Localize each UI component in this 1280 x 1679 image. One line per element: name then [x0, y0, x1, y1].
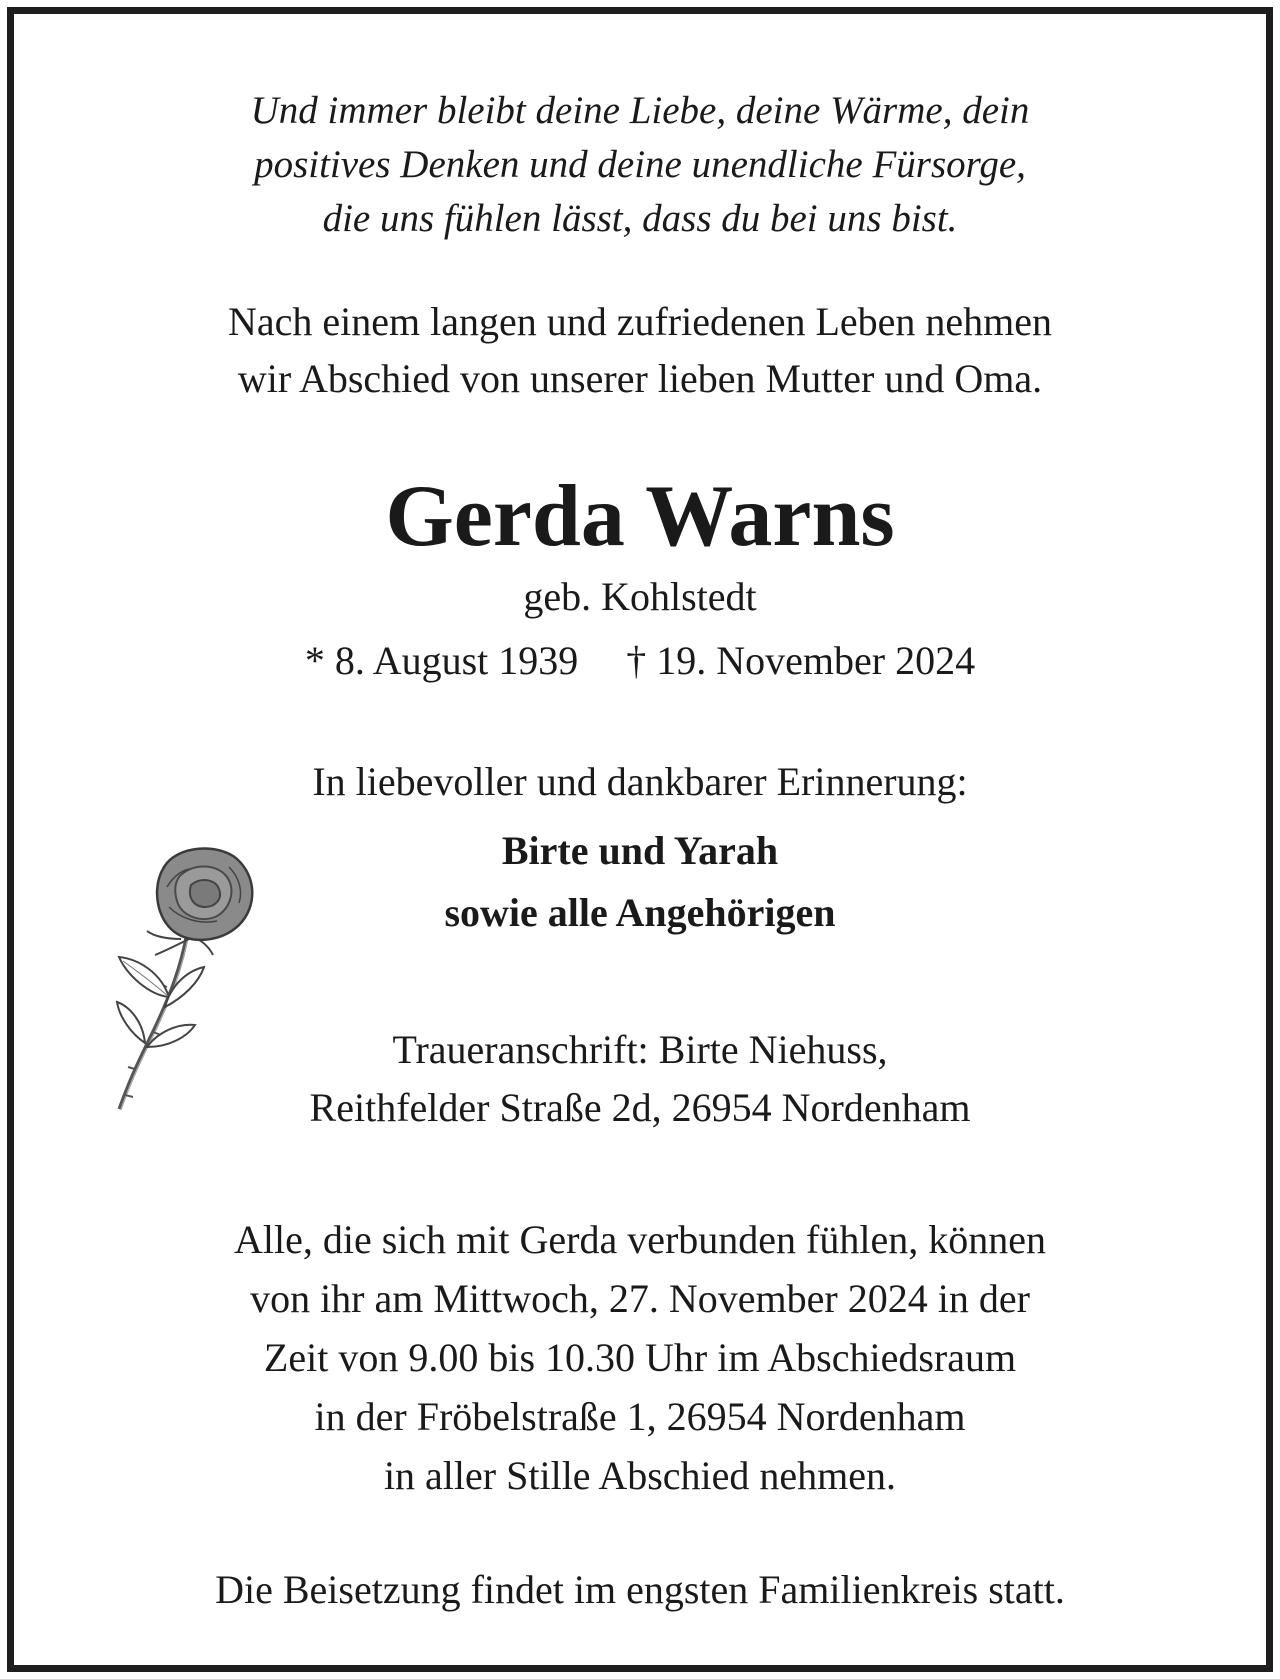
notice-line: in aller Stille Abschied nehmen. — [383, 1453, 897, 1498]
notice-line: in der Fröbelstraße 1, 26954 Nordenham — [314, 1394, 966, 1439]
burial-note: Die Beisetzung findet im engsten Familienkreis statt. — [215, 1567, 1065, 1612]
mourner-line: sowie alle Angehörigen — [444, 890, 836, 935]
address-line: Traueranschrift: Birte Niehuss, — [392, 1027, 888, 1072]
death-date: † 19. November 2024 — [626, 638, 976, 683]
birth-date: * 8. August 1939 — [304, 638, 579, 683]
farewell-notice — [14, 1210, 1266, 1505]
motto-line: Und immer bleibt deine Liebe, deine Wärme, dein — [250, 89, 1030, 132]
address-line: Reithfelder Straße 2d, 26954 Nordenham — [309, 1085, 971, 1130]
remembrance-line: In liebevoller und dankbarer Erinnerung: — [312, 759, 968, 804]
deceased-name: Gerda Warns — [385, 468, 895, 565]
motto-verse — [14, 84, 1266, 246]
mourner-line: Birte und Yarah — [501, 828, 779, 873]
obituary-notice — [7, 7, 1273, 1672]
notice-line: Zeit von 9.00 bis 10.30 Uhr im Abschiedsraum — [263, 1335, 1017, 1380]
birth-name: geb. Kohlstedt — [523, 574, 757, 619]
notice-line: von ihr am Mittwoch, 27. November 2024 in der — [250, 1276, 1030, 1321]
motto-line: die uns fühlen lässt, dass du bei uns bist. — [322, 197, 958, 240]
mourning-address — [14, 1021, 1266, 1137]
life-dates — [14, 636, 1266, 686]
motto-line: positives Denken und deine unendliche Fürsorge, — [254, 143, 1026, 186]
intro-line: wir Abschied von unserer lieben Mutter und Oma. — [237, 356, 1043, 401]
intro-line: Nach einem langen und zufriedenen Leben nehmen — [227, 299, 1053, 344]
notice-line: Alle, die sich mit Gerda verbunden fühlen, können — [234, 1217, 1046, 1262]
intro-text — [14, 293, 1266, 407]
